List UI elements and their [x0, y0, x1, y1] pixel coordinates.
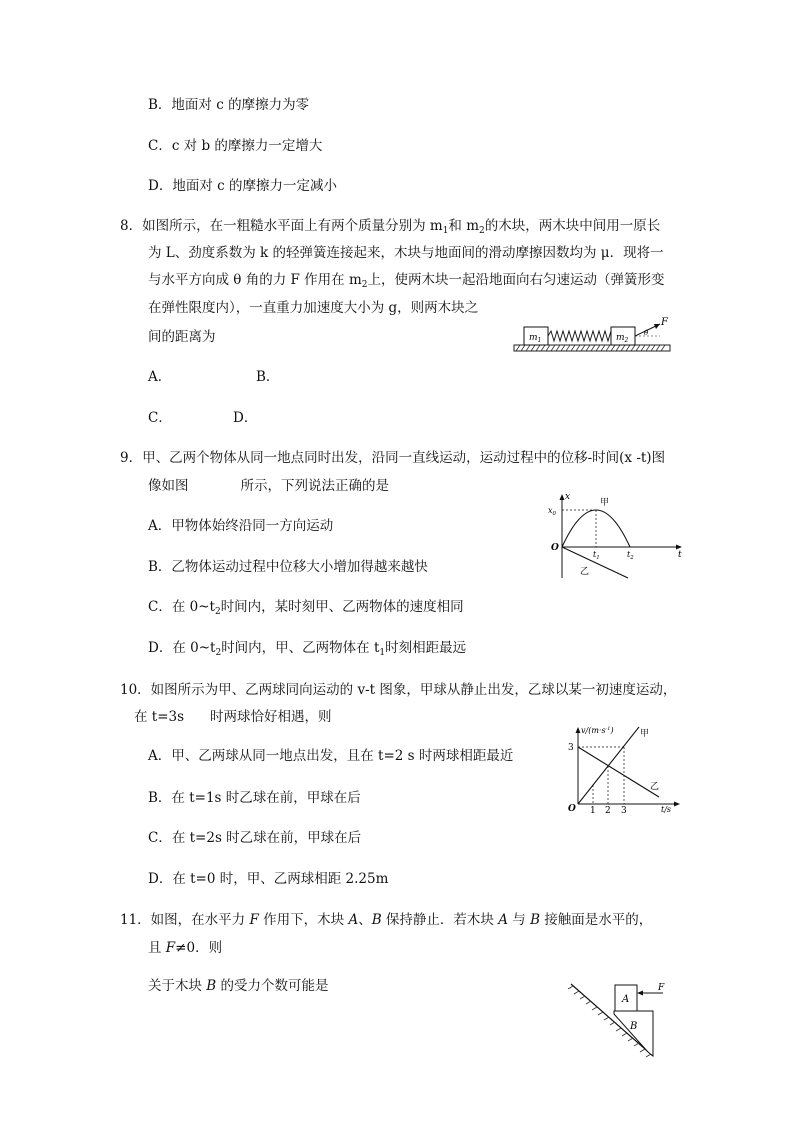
q11-stem-line2: 且 F≠0．则	[148, 940, 223, 956]
label-A: A	[622, 994, 630, 1005]
label-jia: 甲	[600, 498, 610, 508]
q11-figure-incline-blocks	[565, 980, 685, 1060]
q9-figure-xt-graph	[540, 492, 685, 582]
q9-option-a: A．甲物体始终沿同一方向运动	[148, 518, 334, 534]
q10-option-a: A．甲、乙两球从同一地点出发，且在 t=2 s 时两球相距最近	[148, 748, 514, 764]
q7-option-b: B．地面对 c 的摩擦力为零	[148, 97, 310, 113]
label-m1: $m_1$	[529, 333, 542, 344]
v-axis-arrowhead	[576, 727, 581, 733]
q7-option-c: C．c 对 b 的摩擦力一定增大	[148, 138, 323, 154]
q8-option-d: D．	[233, 410, 258, 426]
label-v3: 3	[568, 743, 574, 753]
q9-option-d: D．在 $0\sim t_2$时间内，甲、乙两物体在 $t_1$时刻相距最远	[148, 640, 467, 658]
label-x: x	[565, 492, 571, 502]
label-v-axis: $v/(m\cdot s^{-1})$	[581, 726, 614, 735]
label-yi: 乙	[580, 567, 590, 577]
label-m2: $m_2$	[616, 333, 629, 344]
label-t1: 1	[590, 806, 596, 816]
q10-stem-line1: 10．如图所示为甲、乙两球同向运动的 v-t 图象，甲球从静止出发，乙球以某一初速度运动，	[120, 682, 677, 698]
t-axis-arrowhead	[674, 802, 680, 807]
label-x0: $x_0$	[548, 506, 557, 517]
label-t-axis: t/s	[661, 805, 672, 814]
block-B	[614, 1011, 653, 1056]
label-theta: θ	[644, 329, 649, 337]
q10-option-c: C．在 t=2s 时乙球在前，甲球在后	[148, 830, 362, 846]
q10-stem-line2: 在 t=3s 时两球恰好相遇，则	[134, 709, 332, 725]
label-F: F	[661, 317, 668, 328]
q8-stem-line5: 间的距离为	[148, 329, 216, 345]
q10-figure-vt-graph	[562, 724, 687, 814]
label-jia: 甲	[640, 729, 650, 739]
label-origin: O	[568, 804, 576, 814]
q11-stem-line1: 11．如图，在水平力 F 作用下，木块 A、B 保持静止．若木块 A 与 B 接触面是水平的，	[120, 912, 653, 928]
q8-option-a: A．	[148, 369, 172, 385]
label-t2: 2	[605, 806, 611, 816]
label-yi: 乙	[650, 782, 660, 792]
q11-stem-line3: 关于木块 B 的受力个数可能是	[148, 978, 329, 994]
q8-option-c: C．	[148, 410, 172, 426]
q8-stem-line4: 在弹性限度内），一直重力加速度大小为 g，则两木块之	[148, 300, 479, 316]
label-origin: O	[551, 543, 559, 553]
label-t1: $t_1$	[593, 550, 600, 561]
q9-stem-line2: 像如图 所示，下列说法正确的是	[148, 478, 389, 494]
label-t3: 3	[621, 806, 627, 816]
q8-stem-line2: 为 L、劲度系数为 k 的轻弹簧连接起来，木块与地面间的滑动摩擦因数均为 μ．现将一	[148, 245, 664, 261]
t-axis-arrowhead	[676, 545, 682, 550]
q8-figure-blocks-spring	[510, 318, 675, 356]
label-t: t	[678, 550, 682, 560]
q8-option-b: B．	[256, 369, 280, 385]
q10-option-d: D．在 t=0 时，甲、乙两球相距 2.25m	[148, 871, 389, 887]
q9-option-c: C．在 $0\sim t_2$时间内，某时刻甲、乙两物体的速度相同	[148, 599, 464, 617]
label-F: F	[658, 983, 665, 993]
q9-stem-line1: 9．甲、乙两个物体从同一地点同时出发，沿同一直线运动，运动过程中的位移-时间(x -t)图	[120, 450, 666, 466]
label-t2: $t_2$	[627, 550, 634, 561]
q7-option-d: D．地面对 c 的摩擦力一定减小	[148, 178, 337, 194]
q8-stem-line1: 8．如图所示，在一粗糙水平面上有两个质量分别为 $m_1$和 $m_2$的木块，两木块中间用一原长	[120, 218, 661, 236]
q9-option-b: B．乙物体运动过程中位移大小增加得越来越快	[148, 559, 428, 575]
q8-stem-line3: 与水平方向成 θ 角的力 F 作用在 $m_2$上，使两木块一起沿地面向右匀速运动（弹簧形变	[148, 272, 665, 290]
q10-option-b: B．在 t=1s 时乙球在前，甲球在后	[148, 790, 361, 806]
x-axis-arrowhead	[560, 494, 565, 500]
label-B: B	[630, 1021, 638, 1032]
force-F-arrowhead	[637, 991, 643, 996]
